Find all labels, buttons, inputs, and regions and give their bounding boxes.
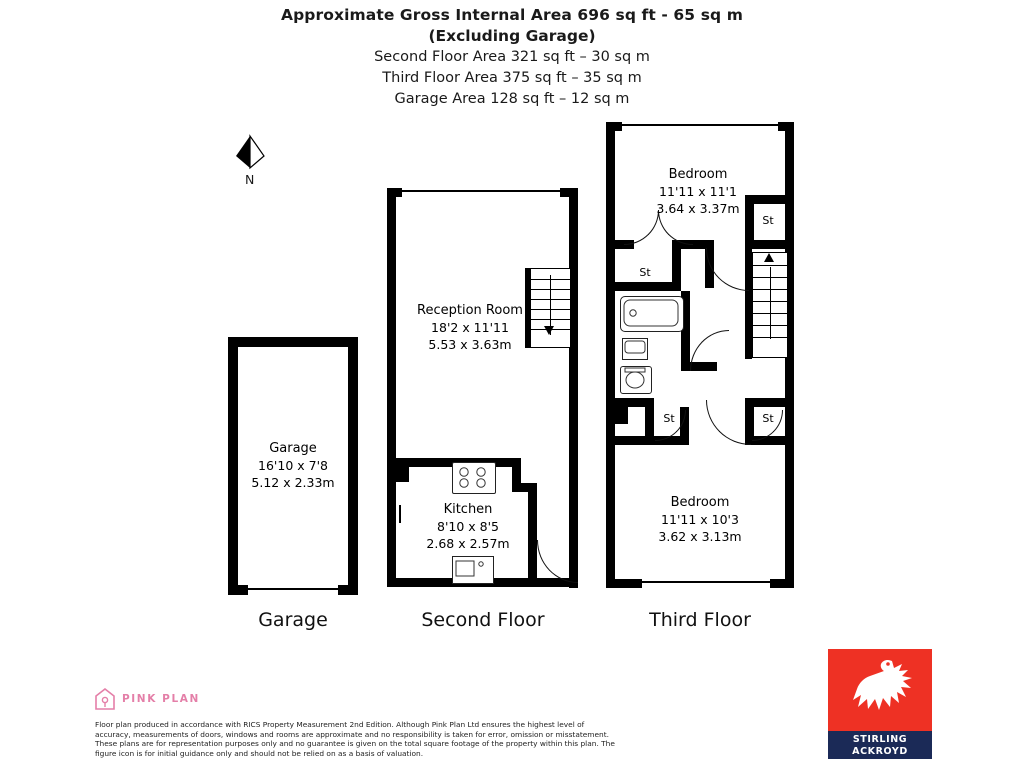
kitchen-imperial: 8'10 x 8'5 bbox=[437, 519, 499, 534]
bedroom-2-metric: 3.62 x 3.13m bbox=[658, 529, 742, 544]
garage-room-metric: 5.12 x 2.33m bbox=[251, 475, 335, 490]
bedroom-2-label bbox=[620, 494, 780, 545]
third-wall-bottom-left bbox=[606, 579, 642, 588]
basin-icon bbox=[622, 338, 648, 360]
third-floor-plan-title: Third Floor bbox=[649, 609, 751, 631]
compass-north-label: N bbox=[245, 172, 255, 187]
header-area-third: Third Floor Area 375 sq ft – 35 sq m bbox=[382, 70, 642, 86]
house-icon bbox=[95, 688, 115, 710]
bedroom-1-imperial: 11'11 x 11'1 bbox=[659, 184, 737, 199]
header bbox=[0, 0, 1024, 110]
second-window-top bbox=[402, 190, 560, 192]
second-wall-left-jog bbox=[387, 458, 409, 482]
third-bed2-div-left bbox=[606, 436, 654, 445]
third-wall-left-lower bbox=[606, 424, 615, 588]
garage-room-label bbox=[233, 440, 353, 491]
agency-name-line1: STIRLING bbox=[852, 734, 908, 745]
bedroom-2-name: Bedroom bbox=[670, 495, 730, 510]
third-wall-bottom-right bbox=[770, 579, 794, 588]
second-wall-hall bbox=[528, 483, 537, 583]
third-st-left-base bbox=[606, 282, 681, 291]
agency-name-line2: ACKROYD bbox=[852, 746, 908, 757]
garage-wall-top bbox=[228, 337, 358, 347]
pink-plan-brand bbox=[95, 688, 200, 710]
reception-room-label bbox=[390, 302, 550, 353]
bedroom-1-name: Bedroom bbox=[668, 167, 728, 182]
third-window-bottom bbox=[642, 581, 770, 583]
bathtub-icon bbox=[620, 296, 684, 332]
bedroom-1-label bbox=[618, 166, 778, 217]
garage-wall-bottom-left bbox=[228, 585, 248, 595]
header-area-second: Second Floor Area 321 sq ft – 30 sq m bbox=[374, 49, 650, 65]
third-stair bbox=[752, 252, 788, 358]
kitchen-detail-line bbox=[399, 505, 401, 523]
compass bbox=[228, 134, 272, 190]
third-door-arc-5 bbox=[706, 400, 751, 445]
storage-label-4: St bbox=[762, 412, 774, 425]
second-wall-right bbox=[569, 188, 578, 588]
garage-plan-title: Garage bbox=[258, 609, 328, 631]
reception-room-name: Reception Room bbox=[417, 303, 523, 318]
kitchen-metric: 2.68 x 2.57m bbox=[426, 536, 510, 551]
reception-room-imperial: 18'2 x 11'11 bbox=[431, 320, 509, 335]
header-title-line2: (Excluding Garage) bbox=[428, 27, 596, 45]
kitchen-sink-icon bbox=[452, 556, 494, 584]
garage-room-imperial: 16'10 x 7'8 bbox=[258, 458, 328, 473]
wc-icon bbox=[620, 366, 652, 394]
second-door-arc bbox=[537, 540, 578, 583]
bedroom-2-imperial: 11'11 x 10'3 bbox=[661, 512, 739, 527]
third-stair-arrow-icon bbox=[763, 252, 775, 266]
agency-logo bbox=[828, 649, 932, 759]
kitchen-label bbox=[408, 501, 528, 552]
third-window-top bbox=[622, 124, 778, 126]
second-wall-left-lower bbox=[387, 482, 396, 587]
garage-door-opening bbox=[248, 588, 338, 590]
bedroom-1-metric: 3.64 x 3.37m bbox=[656, 201, 740, 216]
garage-room-name: Garage bbox=[269, 441, 317, 456]
storage-label-3: St bbox=[663, 412, 675, 425]
pink-plan-label: PINK PLAN bbox=[122, 693, 200, 705]
disclaimer-text: Floor plan produced in accordance with RICS Property Measurement 2nd Edition. Although Pink Plan Ltd ensures the highest level of accuracy, measurements of doors, windows and rooms are approximate and no responsibility is taken for error, omission or misstatement. These plans are for representation purposes only and no guarantee is given on the total square footage of the property within this plan. The figure icon is for initial guidance only and should not be relied on as a basis of valuation. bbox=[95, 720, 615, 758]
kitchen-name: Kitchen bbox=[443, 502, 493, 517]
third-st-wall-right-bot bbox=[745, 240, 787, 249]
third-bath-bottom bbox=[606, 398, 654, 407]
storage-label-1: St bbox=[762, 214, 774, 227]
second-floor-plan-title: Second Floor bbox=[421, 609, 545, 631]
header-title-line1: Approximate Gross Internal Area 696 sq ft - 65 sq m bbox=[281, 6, 743, 24]
agency-name bbox=[828, 731, 932, 759]
griffin-icon bbox=[828, 649, 932, 731]
third-bath-left-wall bbox=[606, 291, 615, 401]
kitchen-hob-icon bbox=[452, 462, 496, 494]
garage-wall-bottom-right bbox=[338, 585, 358, 595]
header-area-garage: Garage Area 128 sq ft – 12 sq m bbox=[394, 91, 630, 107]
reception-room-metric: 5.53 x 3.63m bbox=[428, 337, 512, 352]
third-door-arc-4 bbox=[690, 330, 729, 371]
third-st-lower-left-wall bbox=[606, 407, 615, 425]
storage-label-2: St bbox=[639, 266, 651, 279]
